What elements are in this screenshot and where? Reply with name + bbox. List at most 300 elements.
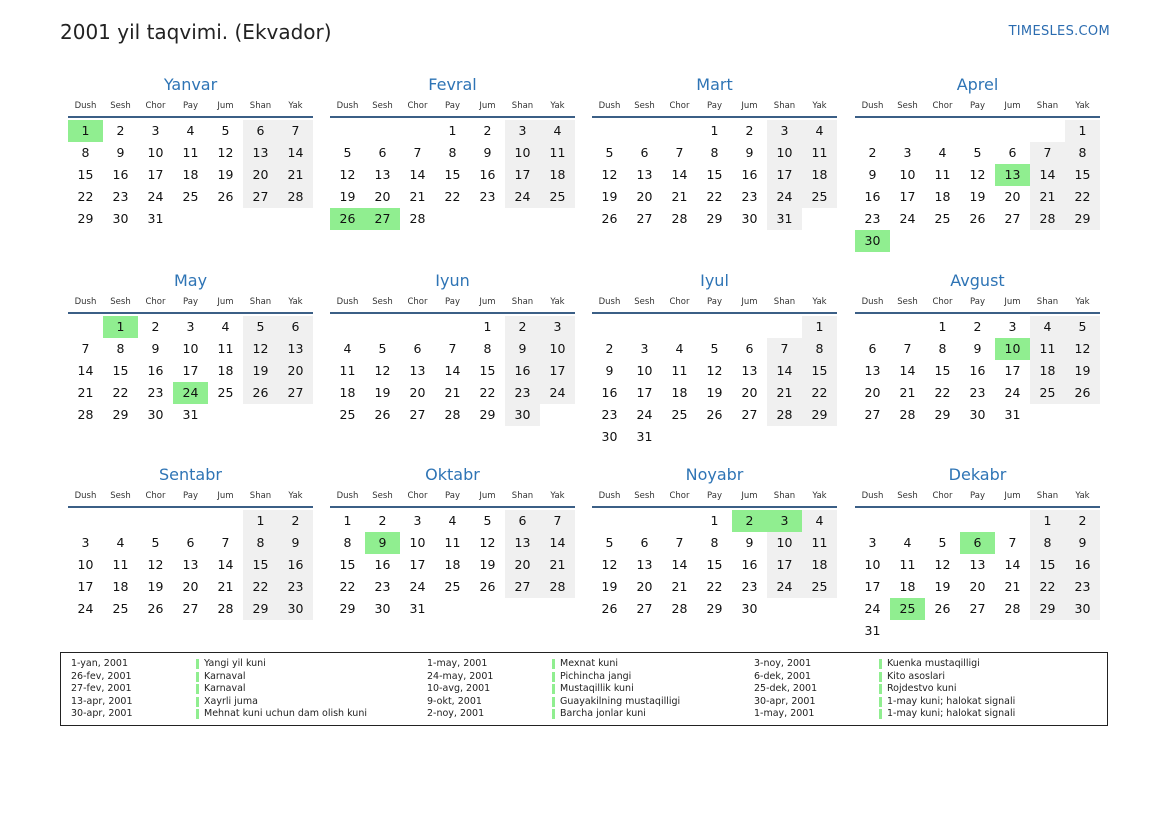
- empty-cell: [697, 316, 732, 338]
- day-cell: 4: [802, 510, 837, 532]
- day-cell: 29: [112, 407, 129, 422]
- weekday-label: Pay: [707, 491, 722, 501]
- legend-date: 2-noy, 2001: [427, 708, 485, 719]
- day-grid: [68, 316, 313, 426]
- day-grid: [68, 120, 313, 230]
- day-cell: 18: [444, 557, 461, 572]
- day-cell: 11: [1030, 338, 1065, 360]
- legend-color-marker: [196, 684, 199, 694]
- legend-holiday-name: Kito asoslari: [887, 670, 945, 682]
- day-cell: 15: [1065, 164, 1100, 186]
- day-cell: 23: [505, 382, 540, 404]
- day-cell: 19: [1065, 360, 1100, 382]
- day-cell: 2: [483, 123, 492, 138]
- day-cell: 8: [802, 338, 837, 360]
- day-cell: 24: [767, 576, 802, 598]
- day-cell: 8: [1065, 142, 1100, 164]
- weekday-label: Pay: [970, 101, 985, 111]
- day-cell: 9: [605, 363, 614, 378]
- empty-cell: [592, 316, 627, 338]
- weekday-header: [592, 292, 837, 314]
- day-cell: 23: [741, 579, 758, 594]
- day-cell: 21: [540, 554, 575, 576]
- day-cell: 22: [706, 579, 723, 594]
- legend-column: [71, 658, 367, 721]
- day-cell: 8: [448, 145, 457, 160]
- weekday-label: Pay: [970, 491, 985, 501]
- day-cell: 3: [767, 120, 802, 142]
- empty-cell: [960, 120, 995, 142]
- day-cell: 20: [243, 164, 278, 186]
- day-cell: 27: [243, 186, 278, 208]
- day-cell: 12: [479, 535, 496, 550]
- day-cell: 31: [409, 601, 426, 616]
- weekday-label: Jum: [479, 297, 496, 307]
- month-title: Noyabr: [685, 465, 744, 484]
- day-grid: [592, 510, 837, 620]
- weekday-label: Dush: [861, 101, 884, 111]
- day-cell: 13: [243, 142, 278, 164]
- day-cell: 27: [636, 601, 653, 616]
- legend-holiday-name: Guayakilning mustaqilligi: [560, 695, 681, 707]
- legend-color-marker: [552, 672, 555, 682]
- day-cell: 17: [767, 164, 802, 186]
- weekday-label: Yak: [812, 297, 827, 307]
- day-cell: 8: [483, 341, 492, 356]
- weekday-label: Shan: [511, 297, 534, 307]
- weekday-label: Yak: [288, 297, 303, 307]
- day-cell: 12: [601, 167, 618, 182]
- weekday-header: [68, 486, 313, 508]
- day-cell: 7: [767, 338, 802, 360]
- day-cell: 27: [278, 382, 313, 404]
- day-cell: 28: [278, 186, 313, 208]
- day-cell: 28: [540, 576, 575, 598]
- day-cell: 28: [444, 407, 461, 422]
- day-cell: 4: [343, 341, 352, 356]
- weekday-label: Dush: [598, 297, 621, 307]
- holiday-cell: 1: [68, 120, 103, 142]
- empty-cell: [925, 510, 960, 532]
- month-iyun: [330, 270, 575, 426]
- holiday-cell: 6: [960, 532, 995, 554]
- day-cell: 8: [1030, 532, 1065, 554]
- day-cell: 8: [710, 145, 719, 160]
- day-cell: 31: [864, 623, 881, 638]
- day-grid: [330, 510, 575, 620]
- day-cell: 10: [182, 341, 199, 356]
- weekday-label: Pay: [183, 297, 198, 307]
- day-grid: [592, 120, 837, 230]
- legend-color-marker: [196, 672, 199, 682]
- day-cell: 20: [278, 360, 313, 382]
- holiday-cell: 2: [732, 510, 767, 532]
- day-cell: 13: [636, 557, 653, 572]
- day-cell: 27: [864, 407, 881, 422]
- day-cell: 2: [605, 341, 614, 356]
- day-cell: 21: [671, 189, 688, 204]
- day-cell: 15: [706, 167, 723, 182]
- day-cell: 12: [934, 557, 951, 572]
- weekday-label: Chor: [932, 101, 953, 111]
- weekday-label: Yak: [550, 101, 565, 111]
- month-title: Fevral: [428, 75, 477, 94]
- site-link[interactable]: TIMESLES.COM: [1008, 24, 1110, 39]
- day-cell: 10: [636, 363, 653, 378]
- day-cell: 9: [1065, 532, 1100, 554]
- weekday-label: Chor: [145, 491, 166, 501]
- day-cell: 1: [243, 510, 278, 532]
- weekday-label: Jum: [479, 101, 496, 111]
- day-cell: 9: [868, 167, 877, 182]
- day-cell: 25: [217, 385, 234, 400]
- day-cell: 25: [339, 407, 356, 422]
- legend-holiday-name: Yangi yil kuni: [204, 658, 266, 669]
- empty-cell: [173, 510, 208, 532]
- day-cell: 15: [934, 363, 951, 378]
- weekday-label: Dush: [74, 297, 97, 307]
- day-cell: 23: [278, 576, 313, 598]
- empty-cell: [662, 120, 697, 142]
- empty-cell: [925, 120, 960, 142]
- day-cell: 11: [899, 557, 916, 572]
- day-cell: 28: [671, 211, 688, 226]
- day-cell: 12: [1065, 338, 1100, 360]
- day-cell: 31: [147, 211, 164, 226]
- weekday-label: Sesh: [372, 101, 393, 111]
- day-cell: 22: [934, 385, 951, 400]
- day-cell: 26: [1065, 382, 1100, 404]
- weekday-label: Sesh: [110, 101, 131, 111]
- legend-holiday-name: Mexnat kuni: [560, 658, 618, 669]
- weekday-label: Yak: [1075, 297, 1090, 307]
- day-cell: 15: [243, 554, 278, 576]
- holiday-cell: 30: [855, 230, 890, 252]
- holiday-cell: 9: [365, 532, 400, 554]
- day-cell: 5: [710, 341, 719, 356]
- day-cell: 17: [540, 360, 575, 382]
- weekday-label: Jum: [479, 491, 496, 501]
- day-cell: 18: [899, 579, 916, 594]
- holiday-cell: 3: [767, 510, 802, 532]
- day-cell: 29: [934, 407, 951, 422]
- day-cell: 3: [81, 535, 90, 550]
- empty-cell: [890, 120, 925, 142]
- holiday-cell: 24: [173, 382, 208, 404]
- day-cell: 29: [706, 211, 723, 226]
- day-cell: 26: [706, 407, 723, 422]
- day-cell: 19: [243, 360, 278, 382]
- holiday-cell: 10: [995, 338, 1030, 360]
- day-cell: 22: [339, 579, 356, 594]
- weekday-label: Chor: [407, 491, 428, 501]
- empty-cell: [1030, 120, 1065, 142]
- day-cell: 1: [1030, 510, 1065, 532]
- day-cell: 17: [77, 579, 94, 594]
- day-cell: 18: [112, 579, 129, 594]
- legend-date: 1-may, 2001: [754, 708, 815, 719]
- day-cell: 26: [934, 601, 951, 616]
- day-cell: 15: [802, 360, 837, 382]
- weekday-label: Pay: [707, 101, 722, 111]
- day-grid: [330, 316, 575, 426]
- weekday-label: Chor: [145, 101, 166, 111]
- legend-item: [427, 658, 680, 671]
- day-cell: 29: [479, 407, 496, 422]
- weekday-label: Sesh: [634, 101, 655, 111]
- weekday-label: Dush: [336, 491, 359, 501]
- day-cell: 29: [802, 404, 837, 426]
- day-cell: 16: [969, 363, 986, 378]
- legend-holiday-name: Mustaqillik kuni: [560, 683, 634, 694]
- day-cell: 17: [1004, 363, 1021, 378]
- day-cell: 3: [151, 123, 160, 138]
- weekday-label: Yak: [812, 101, 827, 111]
- day-cell: 12: [147, 557, 164, 572]
- day-cell: 16: [741, 557, 758, 572]
- day-cell: 24: [77, 601, 94, 616]
- day-cell: 26: [601, 211, 618, 226]
- empty-cell: [435, 316, 470, 338]
- legend-column: [754, 658, 1015, 721]
- weekday-label: Shan: [249, 101, 272, 111]
- day-cell: 7: [1030, 142, 1065, 164]
- legend-date: 26-fev, 2001: [71, 670, 132, 682]
- holiday-cell: 27: [365, 208, 400, 230]
- day-cell: 28: [1004, 601, 1021, 616]
- day-cell: 28: [767, 404, 802, 426]
- day-cell: 25: [934, 211, 951, 226]
- weekday-header: [330, 96, 575, 118]
- day-cell: 18: [671, 385, 688, 400]
- weekday-label: Jum: [1004, 101, 1021, 111]
- day-cell: 7: [448, 341, 457, 356]
- page-title: 2001 yil taqvimi. (Ekvador): [60, 20, 332, 44]
- weekday-label: Sesh: [634, 297, 655, 307]
- day-cell: 5: [938, 535, 947, 550]
- day-cell: 30: [374, 601, 391, 616]
- empty-cell: [400, 120, 435, 142]
- legend-color-marker: [196, 697, 199, 707]
- day-cell: 3: [540, 316, 575, 338]
- day-cell: 19: [374, 385, 391, 400]
- day-cell: 14: [671, 557, 688, 572]
- day-cell: 6: [278, 316, 313, 338]
- weekday-label: Jum: [741, 491, 758, 501]
- legend-date: 13-apr, 2001: [71, 695, 133, 707]
- day-cell: 2: [278, 510, 313, 532]
- day-grid: [592, 316, 837, 448]
- day-cell: 22: [243, 576, 278, 598]
- weekday-label: Pay: [970, 297, 985, 307]
- day-cell: 17: [636, 385, 653, 400]
- day-grid: [330, 120, 575, 230]
- weekday-label: Chor: [669, 491, 690, 501]
- weekday-header: [855, 292, 1100, 314]
- day-cell: 30: [741, 211, 758, 226]
- weekday-header: [592, 96, 837, 118]
- weekday-label: Chor: [932, 297, 953, 307]
- weekday-label: Chor: [932, 491, 953, 501]
- day-cell: 12: [339, 167, 356, 182]
- day-cell: 10: [505, 142, 540, 164]
- day-cell: 20: [409, 385, 426, 400]
- weekday-label: Jum: [217, 297, 234, 307]
- day-cell: 6: [1008, 145, 1017, 160]
- day-cell: 7: [540, 510, 575, 532]
- month-title: May: [173, 271, 208, 290]
- day-cell: 25: [182, 189, 199, 204]
- day-cell: 16: [505, 360, 540, 382]
- day-cell: 3: [868, 535, 877, 550]
- day-cell: 23: [147, 385, 164, 400]
- day-cell: 22: [479, 385, 496, 400]
- weekday-header: [855, 486, 1100, 508]
- day-cell: 24: [636, 407, 653, 422]
- day-cell: 16: [278, 554, 313, 576]
- day-cell: 10: [767, 532, 802, 554]
- day-cell: 5: [243, 316, 278, 338]
- day-cell: 19: [601, 579, 618, 594]
- day-cell: 14: [217, 557, 234, 572]
- day-cell: 20: [741, 385, 758, 400]
- day-cell: 24: [409, 579, 426, 594]
- day-cell: 24: [767, 186, 802, 208]
- day-cell: 4: [448, 513, 457, 528]
- legend-date: 30-apr, 2001: [754, 695, 816, 707]
- day-cell: 11: [217, 341, 234, 356]
- month-title: Yanvar: [163, 75, 218, 94]
- day-cell: 16: [479, 167, 496, 182]
- day-cell: 15: [112, 363, 129, 378]
- day-cell: 22: [1030, 576, 1065, 598]
- weekday-label: Jum: [741, 297, 758, 307]
- weekday-label: Sesh: [110, 297, 131, 307]
- day-cell: 26: [479, 579, 496, 594]
- day-cell: 30: [741, 601, 758, 616]
- weekday-label: Dush: [74, 101, 97, 111]
- day-cell: 1: [802, 316, 837, 338]
- empty-cell: [365, 120, 400, 142]
- day-cell: 27: [741, 407, 758, 422]
- month-mart: [592, 74, 837, 230]
- day-cell: 22: [706, 189, 723, 204]
- day-cell: 30: [1065, 598, 1100, 620]
- day-cell: 11: [112, 557, 129, 572]
- day-cell: 18: [802, 164, 837, 186]
- legend-item: [427, 671, 680, 684]
- empty-cell: [68, 316, 103, 338]
- day-cell: 8: [938, 341, 947, 356]
- day-cell: 16: [1065, 554, 1100, 576]
- empty-cell: [68, 510, 103, 532]
- day-cell: 24: [899, 211, 916, 226]
- legend-date: 27-fev, 2001: [71, 683, 132, 694]
- weekday-label: Jum: [1004, 297, 1021, 307]
- empty-cell: [732, 316, 767, 338]
- legend-item: [754, 683, 1015, 696]
- day-cell: 14: [278, 142, 313, 164]
- day-cell: 2: [151, 319, 160, 334]
- day-cell: 16: [147, 363, 164, 378]
- day-cell: 17: [899, 189, 916, 204]
- legend-date: 10-avg, 2001: [427, 683, 491, 694]
- day-cell: 31: [1004, 407, 1021, 422]
- day-cell: 6: [745, 341, 754, 356]
- day-cell: 11: [802, 142, 837, 164]
- weekday-header: [855, 96, 1100, 118]
- day-cell: 11: [671, 363, 688, 378]
- day-cell: 26: [601, 601, 618, 616]
- day-cell: 12: [374, 363, 391, 378]
- legend-color-marker: [879, 659, 882, 669]
- day-cell: 25: [540, 186, 575, 208]
- empty-cell: [995, 120, 1030, 142]
- legend-color-marker: [196, 659, 199, 669]
- day-cell: 23: [969, 385, 986, 400]
- day-cell: 8: [343, 535, 352, 550]
- month-title: Aprel: [956, 75, 999, 94]
- day-cell: 29: [706, 601, 723, 616]
- empty-cell: [330, 316, 365, 338]
- weekday-label: Dush: [336, 101, 359, 111]
- month-title: Avgust: [950, 271, 1005, 290]
- month-fevral: [330, 74, 575, 230]
- empty-cell: [592, 120, 627, 142]
- day-grid: [855, 316, 1100, 426]
- day-cell: 30: [969, 407, 986, 422]
- day-cell: 10: [767, 142, 802, 164]
- day-cell: 20: [969, 579, 986, 594]
- day-cell: 23: [1065, 576, 1100, 598]
- day-cell: 2: [1065, 510, 1100, 532]
- month-title: Oktabr: [425, 465, 480, 484]
- empty-cell: [890, 510, 925, 532]
- day-cell: 1: [1065, 120, 1100, 142]
- day-cell: 26: [217, 189, 234, 204]
- holiday-cell: 13: [995, 164, 1030, 186]
- legend-color-marker: [196, 709, 199, 719]
- day-cell: 5: [605, 145, 614, 160]
- empty-cell: [855, 316, 890, 338]
- day-grid: [855, 120, 1100, 252]
- day-cell: 17: [409, 557, 426, 572]
- month-title: Dekabr: [948, 465, 1007, 484]
- day-cell: 9: [973, 341, 982, 356]
- empty-cell: [855, 510, 890, 532]
- day-cell: 2: [868, 145, 877, 160]
- day-cell: 4: [1030, 316, 1065, 338]
- legend-holiday-name: Xayrli juma: [204, 695, 258, 707]
- day-cell: 13: [409, 363, 426, 378]
- weekday-label: Pay: [183, 101, 198, 111]
- weekday-label: Yak: [550, 491, 565, 501]
- legend-item: [427, 696, 680, 709]
- day-cell: 12: [706, 363, 723, 378]
- legend-date: 30-apr, 2001: [71, 708, 133, 719]
- day-cell: 7: [675, 145, 684, 160]
- day-cell: 17: [505, 164, 540, 186]
- weekday-label: Shan: [511, 491, 534, 501]
- day-cell: 23: [741, 189, 758, 204]
- weekday-label: Sesh: [897, 297, 918, 307]
- weekday-label: Yak: [1075, 491, 1090, 501]
- day-cell: 28: [1030, 208, 1065, 230]
- holiday-legend: [60, 652, 1108, 726]
- day-cell: 14: [671, 167, 688, 182]
- day-cell: 5: [151, 535, 160, 550]
- day-cell: 11: [540, 142, 575, 164]
